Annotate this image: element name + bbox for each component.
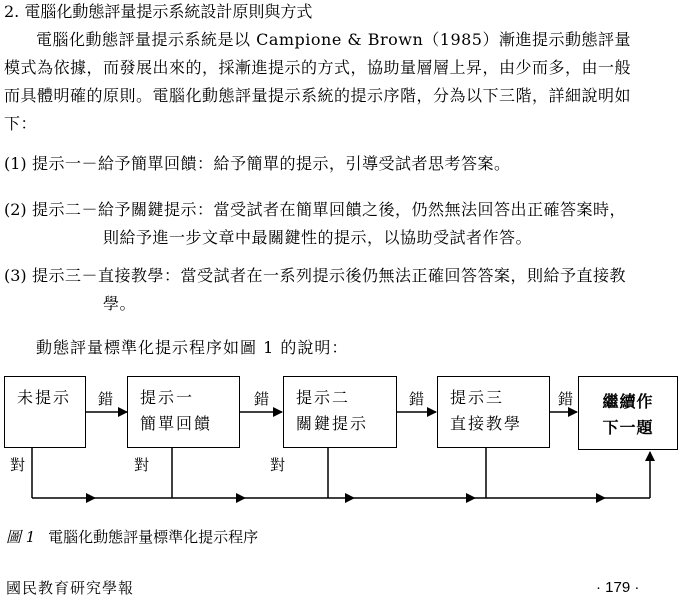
box-hint-1 xyxy=(127,376,240,448)
box-next-line1: 繼續作 xyxy=(602,392,654,411)
box-hint-2-line1: 提示二 xyxy=(296,388,351,407)
hint-1-number: (1) xyxy=(4,154,27,173)
hint-3-number: (3) xyxy=(4,266,27,285)
hint-3-text-line1: 提示三－直接教學：當受試者在一系列提示後仍無法正確回答答案，則給予直接教 xyxy=(32,266,627,285)
diagram-intro: 動態評量標準化提示程序如圖 1 的說明： xyxy=(36,338,349,357)
hint-1-text: 提示一－給予簡單回饋：給予簡單的提示，引導受試者思考答案。 xyxy=(32,154,511,173)
box-no-hint-label: 未提示 xyxy=(17,388,72,407)
section-heading: 2. 電腦化動態評量提示系統設計原則與方式 xyxy=(4,2,313,21)
wrong-label-2: 錯 xyxy=(254,390,270,408)
box-hint-3-line2: 直接教學 xyxy=(450,414,523,433)
right-label-3: 對 xyxy=(270,456,286,474)
box-hint-2 xyxy=(283,376,397,448)
footer-page-number: · 179 · xyxy=(596,579,640,596)
box-hint-3 xyxy=(437,376,550,448)
box-hint-1-line2: 簡單回饋 xyxy=(140,414,213,433)
right-label-2: 對 xyxy=(134,456,150,474)
box-hint-3-line1: 提示三 xyxy=(450,388,505,407)
figure-label: 圖 1 xyxy=(6,528,36,546)
box-next-line2: 下一題 xyxy=(602,418,654,437)
hint-3-text-line2: 學。 xyxy=(103,294,137,313)
wrong-label-1: 錯 xyxy=(98,390,114,408)
box-hint-1-line1: 提示一 xyxy=(140,388,195,407)
box-hint-2-line2: 關鍵提示 xyxy=(296,414,369,433)
hint-2-text-line2: 則給予進一步文章中最關鍵性的提示，以協助受試者作答。 xyxy=(103,228,533,247)
wrong-label-3: 錯 xyxy=(409,390,425,408)
box-no-hint xyxy=(4,376,86,448)
intro-paragraph: 電腦化動態評量提示系統是以 Campione & Brown（1985）漸進提示動態評量模式為依據，而發展出來的，採漸進提示的方式，協助量層層上昇，由少而多，由一般而具體明確的原則。電腦化動態評量提示系統的提示序階，分為以下三階，詳細說明如下： xyxy=(4,30,632,133)
figure-caption xyxy=(6,526,258,547)
footer-journal: 國民教育研究學報 xyxy=(6,579,135,597)
hint-2-number: (2) xyxy=(4,200,27,219)
hint-2-text-line1: 提示二－給予關鍵提示：當受試者在簡單回饋之後，仍然無法回答出正確答案時， xyxy=(32,200,627,219)
figure-caption-text: 電腦化動態評量標準化提示程序 xyxy=(48,528,259,546)
wrong-label-4: 錯 xyxy=(558,390,574,408)
box-next-question xyxy=(578,376,678,450)
right-label-1: 對 xyxy=(10,456,26,474)
